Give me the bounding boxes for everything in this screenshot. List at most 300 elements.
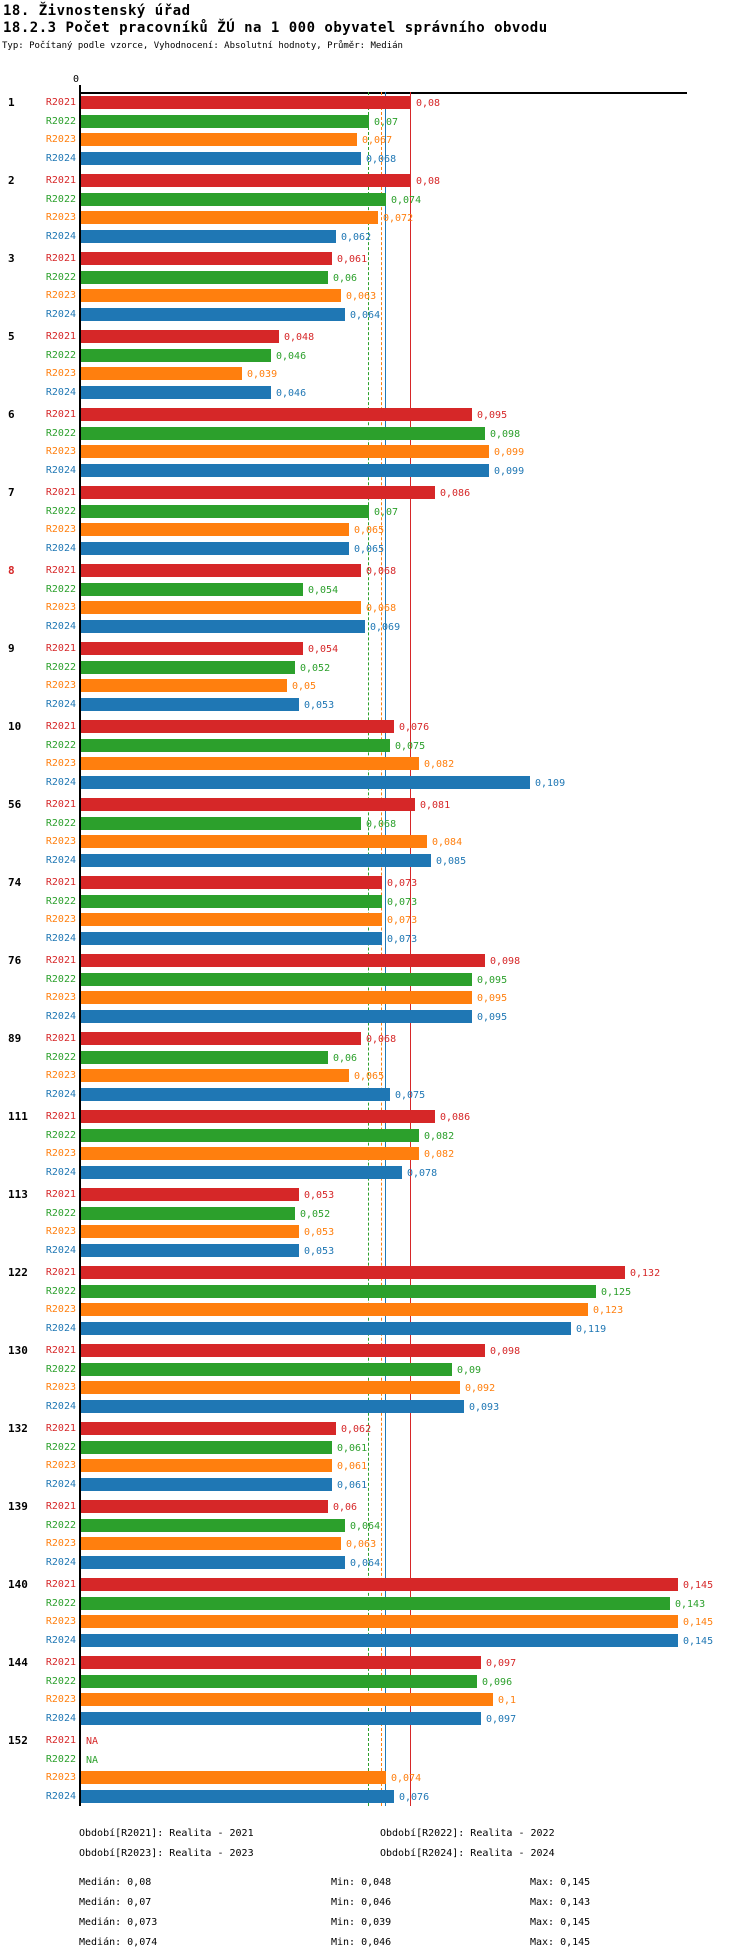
- bar-value-label: 0,099: [494, 466, 525, 477]
- series-row-label: R2021: [45, 1423, 76, 1434]
- bar-value-label: 0,054: [308, 644, 339, 655]
- bar-value-label: 0,109: [535, 778, 566, 789]
- bar-8-r2024: [81, 620, 365, 633]
- stat-min-r2024: Min: 0,046: [331, 1937, 392, 1948]
- bar-value-label: 0,061: [337, 1461, 368, 1472]
- bar-2-r2023: [81, 211, 378, 224]
- series-row-label: R2022: [45, 740, 76, 751]
- bar-6-r2023: [81, 445, 489, 458]
- bar-76-r2024: [81, 1010, 472, 1023]
- bar-130-r2022: [81, 1363, 452, 1376]
- bar-value-label: 0,067: [362, 135, 393, 146]
- bar-value-label: 0,076: [399, 722, 430, 733]
- bar-value-label: 0,098: [490, 956, 521, 967]
- series-row-label: R2023: [45, 1382, 76, 1393]
- median-line-r2024: [385, 92, 386, 1806]
- bar-na-label: NA: [86, 1755, 99, 1766]
- bar-value-label: 0,095: [477, 993, 508, 1004]
- bar-6-r2021: [81, 408, 472, 421]
- stat-median-r2022: Medián: 0,07: [79, 1897, 152, 1908]
- series-row-label: R2021: [45, 253, 76, 264]
- bar-value-label: 0,072: [383, 213, 414, 224]
- bar-113-r2024: [81, 1244, 299, 1257]
- bar-152-r2023: [81, 1771, 386, 1784]
- bar-1-r2021: [81, 96, 411, 109]
- bar-value-label: 0,143: [675, 1599, 706, 1610]
- bar-10-r2023: [81, 757, 419, 770]
- bar-7-r2021: [81, 486, 435, 499]
- bar-5-r2023: [81, 367, 242, 380]
- bar-value-label: 0,068: [366, 154, 397, 165]
- bar-value-label: 0,098: [490, 429, 521, 440]
- median-line-r2021: [410, 92, 411, 1806]
- series-row-label: R2021: [45, 1189, 76, 1200]
- bar-139-r2022: [81, 1519, 345, 1532]
- bar-76-r2022: [81, 973, 472, 986]
- series-row-label: R2021: [45, 955, 76, 966]
- stat-max-r2021: Max: 0,145: [530, 1877, 591, 1888]
- bar-value-label: 0,053: [304, 700, 335, 711]
- series-row-label: R2024: [45, 231, 76, 242]
- series-row-label: R2021: [45, 799, 76, 810]
- bar-value-label: 0,06: [333, 273, 358, 284]
- bar-140-r2023: [81, 1615, 678, 1628]
- stat-min-r2022: Min: 0,046: [331, 1897, 392, 1908]
- series-row-label: R2023: [45, 368, 76, 379]
- bar-value-label: 0,061: [337, 1480, 368, 1491]
- group-label-122: 122: [8, 1266, 28, 1279]
- bar-value-label: 0,078: [407, 1168, 438, 1179]
- series-row-label: R2021: [45, 1033, 76, 1044]
- series-row-label: R2021: [45, 721, 76, 732]
- bar-value-label: 0,063: [346, 291, 377, 302]
- bar-122-r2023: [81, 1303, 588, 1316]
- series-row-label: R2023: [45, 914, 76, 925]
- series-row-label: R2021: [45, 331, 76, 342]
- group-label-74: 74: [8, 876, 22, 889]
- bar-3-r2023: [81, 289, 341, 302]
- bar-value-label: 0,123: [593, 1305, 624, 1316]
- bar-value-label: 0,092: [465, 1383, 496, 1394]
- bar-122-r2022: [81, 1285, 596, 1298]
- bar-56-r2023: [81, 835, 427, 848]
- group-label-2: 2: [8, 174, 15, 187]
- series-row-label: R2022: [45, 506, 76, 517]
- bar-9-r2023: [81, 679, 287, 692]
- series-row-label: R2021: [45, 1657, 76, 1668]
- bar-8-r2021: [81, 564, 361, 577]
- bar-value-label: 0,08: [416, 176, 441, 187]
- bar-value-label: 0,068: [366, 819, 397, 830]
- bar-132-r2023: [81, 1459, 332, 1472]
- group-label-7: 7: [8, 486, 15, 499]
- series-row-label: R2024: [45, 1635, 76, 1646]
- series-row-label: R2023: [45, 290, 76, 301]
- bar-140-r2021: [81, 1578, 678, 1591]
- series-row-label: R2022: [45, 1754, 76, 1765]
- series-row-label: R2023: [45, 446, 76, 457]
- series-row-label: R2022: [45, 818, 76, 829]
- group-label-1: 1: [8, 96, 15, 109]
- bar-value-label: 0,132: [630, 1268, 661, 1279]
- bar-value-label: 0,073: [387, 897, 418, 908]
- series-row-label: R2021: [45, 487, 76, 498]
- bar-value-label: 0,062: [341, 1424, 372, 1435]
- bar-value-label: 0,053: [304, 1246, 335, 1257]
- bar-value-label: 0,068: [366, 566, 397, 577]
- bar-7-r2023: [81, 523, 349, 536]
- bar-value-label: 0,084: [432, 837, 463, 848]
- bar-value-label: 0,05: [292, 681, 317, 692]
- group-label-10: 10: [8, 720, 22, 733]
- chart-meta-line: Typ: Počítaný podle vzorce, Vyhodnocení: Absolutní hodnoty, Průměr: Medián: [2, 41, 403, 51]
- bar-2-r2022: [81, 193, 386, 206]
- bar-value-label: 0,095: [477, 1012, 508, 1023]
- series-row-label: R2023: [45, 1148, 76, 1159]
- chart-title: 18.2.3 Počet pracovníků ŽÚ na 1 000 obyvatel správního obvodu: [3, 20, 548, 36]
- series-row-label: R2022: [45, 350, 76, 361]
- group-label-6: 6: [8, 408, 15, 421]
- bar-value-label: 0,073: [387, 878, 418, 889]
- bar-56-r2021: [81, 798, 415, 811]
- bar-value-label: 0,086: [440, 488, 471, 499]
- series-row-label: R2024: [45, 1479, 76, 1490]
- series-row-label: R2024: [45, 777, 76, 788]
- bar-value-label: 0,046: [276, 351, 307, 362]
- series-row-label: R2024: [45, 855, 76, 866]
- series-row-label: R2024: [45, 387, 76, 398]
- bar-89-r2024: [81, 1088, 390, 1101]
- bar-10-r2022: [81, 739, 390, 752]
- series-row-label: R2024: [45, 1791, 76, 1802]
- legend-item-r2022: Období[R2022]: Realita - 2022: [380, 1828, 555, 1839]
- series-row-label: R2024: [45, 1011, 76, 1022]
- series-row-label: R2021: [45, 1345, 76, 1356]
- bar-144-r2022: [81, 1675, 477, 1688]
- bar-value-label: 0,065: [354, 1071, 385, 1082]
- series-row-label: R2022: [45, 1364, 76, 1375]
- series-row-label: R2021: [45, 409, 76, 420]
- bar-2-r2021: [81, 174, 411, 187]
- bar-value-label: 0,095: [477, 410, 508, 421]
- series-row-label: R2022: [45, 116, 76, 127]
- series-row-label: R2022: [45, 974, 76, 985]
- bar-132-r2022: [81, 1441, 332, 1454]
- bar-7-r2022: [81, 505, 369, 518]
- bar-value-label: 0,145: [683, 1580, 714, 1591]
- bar-3-r2022: [81, 271, 328, 284]
- bar-value-label: 0,095: [477, 975, 508, 986]
- page-title: 18. Živnostenský úřad: [3, 3, 191, 19]
- bar-value-label: 0,074: [391, 195, 422, 206]
- series-row-label: R2024: [45, 1557, 76, 1568]
- bar-9-r2021: [81, 642, 303, 655]
- series-row-label: R2022: [45, 662, 76, 673]
- x-axis-line: [79, 92, 687, 94]
- series-row-label: R2023: [45, 1070, 76, 1081]
- x-axis-tick: [79, 85, 81, 92]
- stat-median-r2023: Medián: 0,073: [79, 1917, 158, 1928]
- series-row-label: R2023: [45, 212, 76, 223]
- series-row-label: R2024: [45, 543, 76, 554]
- bar-89-r2023: [81, 1069, 349, 1082]
- series-row-label: R2022: [45, 1598, 76, 1609]
- median-line-r2023: [381, 92, 382, 1806]
- bar-111-r2023: [81, 1147, 419, 1160]
- bar-6-r2022: [81, 427, 485, 440]
- bar-value-label: 0,081: [420, 800, 451, 811]
- group-label-130: 130: [8, 1344, 28, 1357]
- bar-10-r2021: [81, 720, 394, 733]
- series-row-label: R2023: [45, 1538, 76, 1549]
- series-row-label: R2022: [45, 1442, 76, 1453]
- series-row-label: R2021: [45, 1735, 76, 1746]
- series-row-label: R2024: [45, 699, 76, 710]
- bar-144-r2021: [81, 1656, 481, 1669]
- bar-132-r2024: [81, 1478, 332, 1491]
- series-row-label: R2024: [45, 933, 76, 944]
- bar-value-label: 0,082: [424, 1131, 455, 1142]
- bar-value-label: 0,097: [486, 1714, 517, 1725]
- bar-value-label: 0,074: [391, 1773, 422, 1784]
- bar-3-r2021: [81, 252, 332, 265]
- bar-value-label: 0,145: [683, 1617, 714, 1628]
- bar-8-r2022: [81, 583, 303, 596]
- group-label-152: 152: [8, 1734, 28, 1747]
- bar-8-r2023: [81, 601, 361, 614]
- bar-value-label: 0,054: [308, 585, 339, 596]
- group-label-144: 144: [8, 1656, 28, 1669]
- legend-item-r2024: Období[R2024]: Realita - 2024: [380, 1848, 555, 1859]
- series-row-label: R2024: [45, 1401, 76, 1412]
- bar-value-label: 0,145: [683, 1636, 714, 1647]
- series-row-label: R2021: [45, 1579, 76, 1590]
- bar-76-r2021: [81, 954, 485, 967]
- x-axis-zero-label: 0: [73, 74, 80, 85]
- bar-144-r2024: [81, 1712, 481, 1725]
- series-row-label: R2024: [45, 1089, 76, 1100]
- series-row-label: R2021: [45, 565, 76, 576]
- series-row-label: R2022: [45, 1052, 76, 1063]
- series-row-label: R2024: [45, 1167, 76, 1178]
- series-row-label: R2023: [45, 1694, 76, 1705]
- series-row-label: R2024: [45, 1323, 76, 1334]
- bar-value-label: 0,085: [436, 856, 467, 867]
- bar-56-r2024: [81, 854, 431, 867]
- stat-median-r2024: Medián: 0,074: [79, 1937, 158, 1948]
- bar-value-label: 0,061: [337, 254, 368, 265]
- bar-value-label: 0,068: [366, 603, 397, 614]
- series-row-label: R2022: [45, 1286, 76, 1297]
- bar-3-r2024: [81, 308, 345, 321]
- series-row-label: R2022: [45, 896, 76, 907]
- series-row-label: R2022: [45, 1130, 76, 1141]
- series-row-label: R2023: [45, 1772, 76, 1783]
- bar-value-label: 0,048: [284, 332, 315, 343]
- series-row-label: R2022: [45, 1520, 76, 1531]
- series-row-label: R2021: [45, 1111, 76, 1122]
- stat-min-r2021: Min: 0,048: [331, 1877, 392, 1888]
- bar-152-r2024: [81, 1790, 394, 1803]
- bar-74-r2022: [81, 895, 382, 908]
- group-label-113: 113: [8, 1188, 28, 1201]
- bar-122-r2021: [81, 1266, 625, 1279]
- bar-value-label: 0,075: [395, 1090, 426, 1101]
- series-row-label: R2024: [45, 1713, 76, 1724]
- series-row-label: R2021: [45, 175, 76, 186]
- bar-74-r2021: [81, 876, 382, 889]
- series-row-label: R2023: [45, 1460, 76, 1471]
- bar-9-r2022: [81, 661, 295, 674]
- series-row-label: R2022: [45, 1208, 76, 1219]
- bar-132-r2021: [81, 1422, 336, 1435]
- bar-value-label: 0,053: [304, 1227, 335, 1238]
- bar-113-r2023: [81, 1225, 299, 1238]
- bar-144-r2023: [81, 1693, 493, 1706]
- bar-111-r2022: [81, 1129, 419, 1142]
- bar-value-label: 0,093: [469, 1402, 500, 1413]
- series-row-label: R2021: [45, 1267, 76, 1278]
- stat-max-r2022: Max: 0,143: [530, 1897, 591, 1908]
- stat-median-r2021: Medián: 0,08: [79, 1877, 152, 1888]
- series-row-label: R2023: [45, 1226, 76, 1237]
- series-row-label: R2023: [45, 1304, 76, 1315]
- series-row-label: R2023: [45, 134, 76, 145]
- bar-na-label: NA: [86, 1736, 99, 1747]
- bar-value-label: 0,061: [337, 1443, 368, 1454]
- bar-139-r2021: [81, 1500, 328, 1513]
- bar-111-r2021: [81, 1110, 435, 1123]
- bar-89-r2021: [81, 1032, 361, 1045]
- bar-value-label: 0,1: [498, 1695, 517, 1706]
- series-row-label: R2023: [45, 524, 76, 535]
- stat-max-r2023: Max: 0,145: [530, 1917, 591, 1928]
- bar-value-label: 0,082: [424, 1149, 455, 1160]
- bar-5-r2024: [81, 386, 271, 399]
- bar-value-label: 0,068: [366, 1034, 397, 1045]
- series-row-label: R2023: [45, 992, 76, 1003]
- bar-value-label: 0,039: [247, 369, 278, 380]
- bar-value-label: 0,125: [601, 1287, 632, 1298]
- bar-value-label: 0,069: [370, 622, 401, 633]
- bar-5-r2021: [81, 330, 279, 343]
- bar-5-r2022: [81, 349, 271, 362]
- group-label-8: 8: [8, 564, 15, 577]
- bar-value-label: 0,052: [300, 1209, 331, 1220]
- series-row-label: R2021: [45, 643, 76, 654]
- bar-140-r2024: [81, 1634, 678, 1647]
- bar-value-label: 0,07: [374, 507, 399, 518]
- bar-value-label: 0,053: [304, 1190, 335, 1201]
- bar-9-r2024: [81, 698, 299, 711]
- series-row-label: R2022: [45, 428, 76, 439]
- series-row-label: R2024: [45, 465, 76, 476]
- bar-value-label: 0,097: [486, 1658, 517, 1669]
- bar-value-label: 0,119: [576, 1324, 607, 1335]
- series-row-label: R2024: [45, 621, 76, 632]
- series-row-label: R2022: [45, 1676, 76, 1687]
- bar-value-label: 0,064: [350, 1521, 381, 1532]
- bar-140-r2022: [81, 1597, 670, 1610]
- group-label-9: 9: [8, 642, 15, 655]
- series-row-label: R2022: [45, 272, 76, 283]
- bar-74-r2024: [81, 932, 382, 945]
- bar-value-label: 0,06: [333, 1502, 358, 1513]
- group-label-5: 5: [8, 330, 15, 343]
- stat-max-r2024: Max: 0,145: [530, 1937, 591, 1948]
- series-row-label: R2024: [45, 309, 76, 320]
- bar-113-r2021: [81, 1188, 299, 1201]
- bar-89-r2022: [81, 1051, 328, 1064]
- stat-min-r2023: Min: 0,039: [331, 1917, 392, 1928]
- bar-10-r2024: [81, 776, 530, 789]
- bar-value-label: 0,064: [350, 310, 381, 321]
- group-label-56: 56: [8, 798, 22, 811]
- bar-74-r2023: [81, 913, 382, 926]
- bar-130-r2024: [81, 1400, 464, 1413]
- bar-value-label: 0,07: [374, 117, 399, 128]
- bar-value-label: 0,099: [494, 447, 525, 458]
- bar-1-r2023: [81, 133, 357, 146]
- legend-item-r2021: Období[R2021]: Realita - 2021: [79, 1828, 254, 1839]
- bar-value-label: 0,098: [490, 1346, 521, 1357]
- bar-113-r2022: [81, 1207, 295, 1220]
- series-row-label: R2021: [45, 877, 76, 888]
- series-row-label: R2021: [45, 97, 76, 108]
- bar-value-label: 0,063: [346, 1539, 377, 1550]
- series-row-label: R2023: [45, 680, 76, 691]
- series-row-label: R2023: [45, 758, 76, 769]
- bar-value-label: 0,065: [354, 525, 385, 536]
- bar-1-r2024: [81, 152, 361, 165]
- group-label-140: 140: [8, 1578, 28, 1591]
- series-row-label: R2023: [45, 1616, 76, 1627]
- bar-139-r2024: [81, 1556, 345, 1569]
- group-label-139: 139: [8, 1500, 28, 1513]
- bar-value-label: 0,076: [399, 1792, 430, 1803]
- bar-139-r2023: [81, 1537, 341, 1550]
- bar-76-r2023: [81, 991, 472, 1004]
- bar-value-label: 0,062: [341, 232, 372, 243]
- bar-value-label: 0,08: [416, 98, 441, 109]
- bar-130-r2021: [81, 1344, 485, 1357]
- series-row-label: R2024: [45, 153, 76, 164]
- series-row-label: R2022: [45, 194, 76, 205]
- series-row-label: R2021: [45, 1501, 76, 1512]
- bar-111-r2024: [81, 1166, 402, 1179]
- bar-6-r2024: [81, 464, 489, 477]
- group-label-3: 3: [8, 252, 15, 265]
- bar-value-label: 0,09: [457, 1365, 482, 1376]
- group-label-111: 111: [8, 1110, 28, 1123]
- group-label-89: 89: [8, 1032, 22, 1045]
- bar-130-r2023: [81, 1381, 460, 1394]
- bar-value-label: 0,073: [387, 934, 418, 945]
- bar-7-r2024: [81, 542, 349, 555]
- bar-value-label: 0,082: [424, 759, 455, 770]
- series-row-label: R2023: [45, 836, 76, 847]
- bar-value-label: 0,065: [354, 544, 385, 555]
- bar-value-label: 0,075: [395, 741, 426, 752]
- legend-item-r2023: Období[R2023]: Realita - 2023: [79, 1848, 254, 1859]
- bar-value-label: 0,064: [350, 1558, 381, 1569]
- bar-56-r2022: [81, 817, 361, 830]
- bar-value-label: 0,052: [300, 663, 331, 674]
- bar-122-r2024: [81, 1322, 571, 1335]
- bar-value-label: 0,046: [276, 388, 307, 399]
- series-row-label: R2024: [45, 1245, 76, 1256]
- series-row-label: R2023: [45, 602, 76, 613]
